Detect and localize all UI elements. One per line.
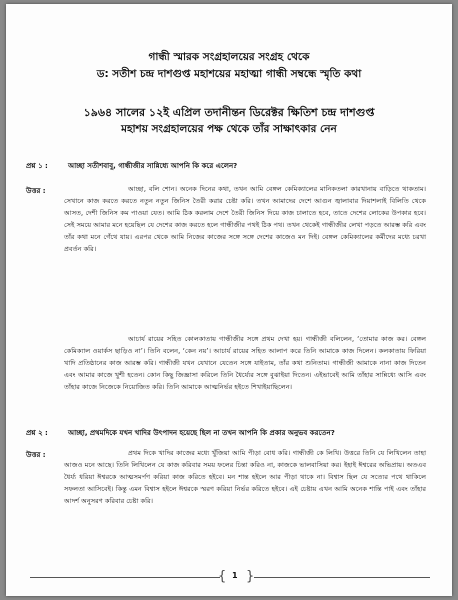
answer-2-label: উত্তর : (26, 451, 46, 459)
header-line-1: গান্ধী স্মারক সংগ্রহালয়ের সংগ্রহ থেকে (148, 51, 310, 63)
question-1-label: প্রশ্ন ১ : (26, 162, 48, 170)
header-line-2: ড: সতীশ চন্দ্র দাশগুপ্ত মহাশয়ের মহাত্মা গান্ধী সম্বন্ধে স্মৃতি কথা (96, 68, 362, 80)
answer-2-paragraph-1: প্রথম দিকে খাদির কাজের মধ্যে খুঁজিয়া আমি পীড়া বোধ করি। গান্ধীজী কে লিখি। উত্তরে তিনি যে লিখিলেন তাহা আজও মনে আছে। তিনি লিখিলেন যে কাজ করিবার সময় ফলের চিন্তা করিও না, কাজকে ভালবাসিয়া কর। ইহাই ঈশ্বরের অভিপ্রায়। অতএব ধৈর্য্য ধরিয়া ঈশ্বরকে আত্মসমর্পণ করিয়া কাজ করিতে হইবে। মন শান্ত হইলে আর পীড়া থাকে না। বিশ্বাস ছিল যে সত্যের পথে থাকিলে সফলতা আসিবেই। কিন্তু এমন বিশ্বাস হইলে ঈশ্বরকে স্মরণ করিয়া নির্ভর করিতে হইবে। এই চেষ্টায় এখন আমি অনেক শান্তি পাই এবং তাঁহার আদর্শ অনুসরণ করিবার চেষ্টা করি। (64, 449, 426, 505)
answer-1-paragraph-1: আচ্ছা, বলি শোন। অনেক দিনের কথা, তখন আমি বেঙ্গল কেমিক্যালের মানিকতলা কারখানায় বাড়িতে থাকতাম। সেখানে কাজ করতে করতে নতুন নতুন জিনিস তৈরী করার চেষ্টা করি। তখন আমাদের দেশে আগুন জ্বালাবার দিয়াশলাই বিলিতি থেকে আসত, দেশী জিনিস কম পাওয়া যেত। আমি ঠিক করলাম দেশে তৈরী জিনিস দিয়ে কাজ চালাতে হবে, তাতে দেশের লোকের উপকার হবে। সেই সময়ে আমার মনে হয়েছিল যে দেশের কাজ করতে হলে গান্ধীজীর পথই ঠিক পথ। তখন থেকেই গান্ধীজীর লেখা পড়তে আরম্ভ করি এবং তাঁর কথা মনে গেঁথে যায়। এরপর থেকে আমি নিজের কাজের সঙ্গে সঙ্গে দেশের কাজেও মন দিই। বেঙ্গল কেমিক্যালের কর্মীদের মধ্যে চরখা প্রবর্তন করি। (64, 185, 426, 253)
answer-1-paragraph-2: আচার্য রায়ের সহিত কোলকাতায় গান্ধীজীর সঙ্গে প্রথম দেখা হয়। গান্ধীজী বলিলেন, ‘তোমার কাজ কর। বেঙ্গল কেমিক্যাল ওয়ার্কস ছাড়িও না’। তিনি বলেন, ‘কেন নয়’। আচার্য রায়ের সহিত আলাপ করে তিনি আমাকে কাজ দিলেন। কলকাতায় ফিরিয়া খাদি প্রতিষ্ঠানের কাজ আরম্ভ করি। গান্ধীজী যখন যেখানে যেতেন সঙ্গে যাইতাম, তাঁর কথা শুনিতাম। গান্ধীজী আমাকে নানা কাজ দিতেন এবং আমার কাজে খুশী হতেন। কোন কিছু জিজ্ঞাসা করিলে তিনি ধৈর্য্যের সঙ্গে বুঝাইয়া দিতেন। এইভাবেই আমি তাঁহার সান্নিধ্যে আসি এবং তাঁহার কাজে নিজেকে নিয়োজিত করি। তিনি আমাকে আত্মনির্ভর হইতে শিখাইয়াছিলেন। (64, 335, 426, 391)
footer-brace-left: { (218, 569, 227, 584)
footer-rule-left (30, 577, 220, 578)
answer-1-label: উত্তর : (26, 187, 46, 195)
question-2-label: প্রশ্ন ২ : (26, 429, 48, 437)
question-2-text: আচ্ছা, প্রথমদিকে যখন খাদির উৎপাদন হয়েছে ছিল না তখন আপনি কি প্রকার অনুভব করতেন? (68, 429, 335, 437)
header-line-4: মহাশয় সংগ্রহালয়ের পক্ষ থেকে তাঁর সাক্ষাৎকার নেন (121, 123, 337, 135)
page-number: 1 (232, 571, 238, 580)
footer-rule-right (254, 577, 430, 578)
question-1-text: আচ্ছা সতীশবাবু, গান্ধীজীর সান্নিধ্যে আপনি কি করে এলেন? (68, 162, 238, 170)
footer-brace-right: } (246, 569, 255, 584)
document-page (6, 4, 452, 596)
header-line-3: ১৯৬৪ সালের ১২ই এপ্রিল তদানীন্তন ডিরেক্টর ক্ষিতিশ চন্দ্র দাশগুপ্ত (83, 106, 375, 119)
